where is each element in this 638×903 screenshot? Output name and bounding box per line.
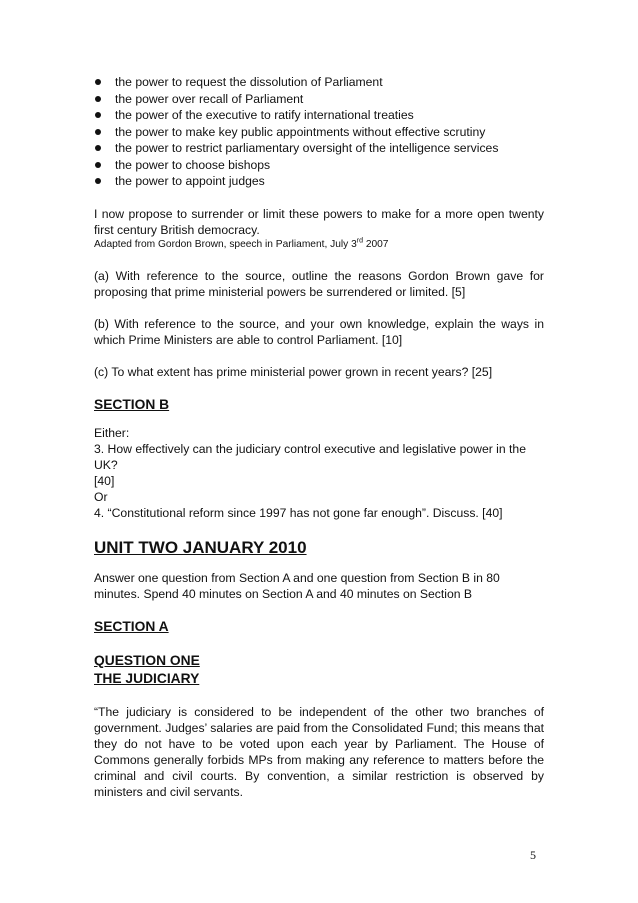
judiciary-heading: THE JUDICIARY — [94, 670, 200, 686]
bullet-icon — [95, 79, 101, 85]
list-item: the power to appoint judges — [94, 173, 544, 190]
bullet-icon — [95, 129, 101, 135]
section-b-heading: SECTION B — [94, 396, 170, 412]
source-citation: Adapted from Gordon Brown, speech in Parliament, July 3rd 2007 — [94, 237, 389, 250]
judiciary-text: “The judiciary is considered to be independent of the other two branches of government. Judges’ salaries are paid from the Consolidated Fund; this means that they do not have to be voted upon each year by Parliament. The House of Commons generally forbids MPs from making any reference to matters before the criminal and civil courts. By convention, a similar restriction is observed by ministers and civil servants. — [94, 704, 544, 799]
bullet-icon — [95, 96, 101, 102]
list-item: the power of the executive to ratify international treaties — [94, 107, 544, 124]
question-3: 3. How effectively can the judiciary control executive and legislative power in the UK? — [94, 441, 526, 472]
either-label: Either: — [94, 425, 130, 440]
question-b: (b) With reference to the source, and your own knowledge, explain the ways in which Prime Ministers are able to control Parliament. [10] — [94, 316, 544, 347]
question-one-heading: QUESTION ONE — [94, 652, 200, 668]
list-item: the power to request the dissolution of Parliament — [94, 74, 544, 91]
list-item: the power to restrict parliamentary oversight of the intelligence services — [94, 140, 544, 157]
bullet-icon — [95, 162, 101, 168]
question-4: 4. “Constitutional reform since 1997 has not gone far enough”. Discuss. [40] — [94, 505, 503, 520]
question-a: (a) With reference to the source, outline the reasons Gordon Brown gave for proposing that prime ministerial powers be surrendered or limited. [5] — [94, 268, 544, 299]
bullet-icon — [95, 145, 101, 151]
list-item: the power to choose bishops — [94, 157, 544, 174]
page-content — [94, 74, 544, 800]
section-a-heading: SECTION A — [94, 618, 169, 634]
bullet-icon — [95, 112, 101, 118]
powers-list — [94, 74, 544, 190]
list-item: the power over recall of Parliament — [94, 91, 544, 108]
page-number: 5 — [530, 848, 536, 862]
bullet-icon — [95, 178, 101, 184]
instructions-text: Answer one question from Section A and one question from Section B in 80 minutes. Spend 40 minutes on Section A and 40 minutes on Section B — [94, 570, 500, 601]
question-3-marks: [40] — [94, 473, 115, 488]
question-c: (c) To what extent has prime ministerial power grown in recent years? [25] — [94, 364, 493, 379]
proposal-text: I now propose to surrender or limit these powers to make for a more open twenty first century British democracy. — [94, 206, 544, 237]
list-item: the power to make key public appointments without effective scrutiny — [94, 124, 544, 141]
or-label: Or — [94, 489, 108, 504]
unit-heading: UNIT TWO JANUARY 2010 — [94, 537, 307, 557]
